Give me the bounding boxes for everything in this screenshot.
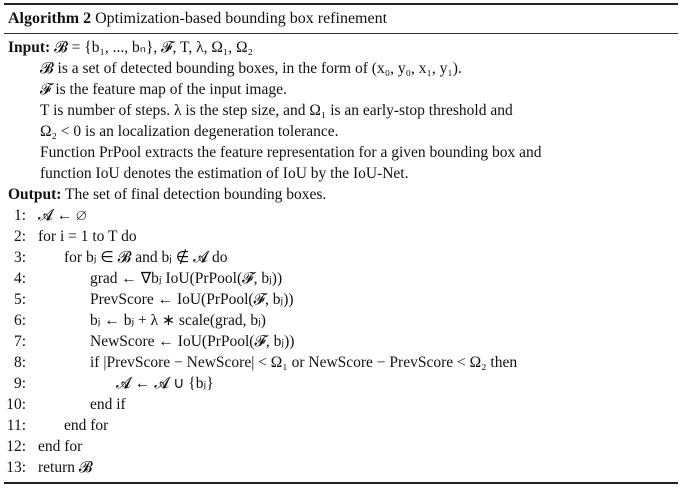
- step-number: 6:: [13, 312, 26, 329]
- step-text: end for: [64, 417, 109, 434]
- step-text: grad ← ∇bⱼ IoU(PrPool(𝓕, bⱼ)): [90, 270, 283, 287]
- bottom-rule: [4, 482, 678, 484]
- step-text: for bⱼ ∈ 𝓑 and bⱼ ∉ 𝓐 do: [64, 249, 228, 266]
- input-description-2: 𝓕 is the feature map of the input image.: [40, 81, 287, 98]
- step-number: 9:: [13, 375, 26, 392]
- step-number: 7:: [13, 333, 26, 350]
- step-number: 4:: [13, 270, 26, 287]
- title-rule: [4, 33, 678, 34]
- step-number: 13:: [6, 459, 26, 476]
- step-number: 10:: [6, 396, 26, 413]
- algorithm-box: [4, 3, 678, 484]
- input-description-1: 𝓑 is a set of detected bounding boxes, in the form of (x₀, y₀, x₁, y₁).: [40, 60, 462, 77]
- step-text: for i = 1 to T do: [38, 228, 137, 245]
- output-text: The set of final detection bounding boxes.: [65, 186, 327, 203]
- top-rule: [4, 3, 678, 5]
- step-number: 3:: [13, 249, 26, 266]
- step-text: PrevScore ← IoU(PrPool(𝓕, bⱼ)): [90, 291, 294, 308]
- step-number: 11:: [6, 417, 26, 434]
- input-signature: 𝓑 = {b₁, ..., bₙ}, 𝓕, T, λ, Ω₁, Ω₂: [54, 39, 253, 56]
- output-keyword: Output:: [8, 186, 62, 203]
- step-number: 5:: [13, 291, 26, 308]
- step-number: 1:: [13, 207, 26, 224]
- input-description-3: T is number of steps. λ is the step size, and Ω₁ is an early-stop threshold and: [40, 102, 513, 119]
- algorithm-label: Algorithm 2: [8, 10, 92, 27]
- step-text: return 𝓑: [38, 459, 93, 476]
- algorithm-name: Optimization-based bounding box refinement: [95, 10, 388, 27]
- step-text: 𝓐 ← ∅: [38, 207, 87, 224]
- input-keyword: Input:: [8, 39, 51, 56]
- input-description-5: Function PrPool extracts the feature representation for a given bounding box and: [40, 144, 542, 161]
- input-description-6: function IoU denotes the estimation of IoU by the IoU-Net.: [40, 165, 409, 182]
- output-line: [8, 185, 326, 205]
- step-text: end if: [90, 396, 126, 413]
- input-line: [8, 38, 253, 58]
- step-text: NewScore ← IoU(PrPool(𝓕, bⱼ)): [90, 333, 295, 350]
- step-text: if |PrevScore − NewScore| < Ω₁ or NewScore − PrevScore < Ω₂ then: [90, 354, 518, 371]
- algorithm-title: [8, 9, 387, 29]
- step-number: 12:: [6, 438, 26, 455]
- step-number: 8:: [13, 354, 26, 371]
- input-description-4: Ω₂ < 0 is an localization degeneration tolerance.: [40, 123, 339, 140]
- step-number: 2:: [13, 228, 26, 245]
- step-text: 𝓐 ← 𝓐 ∪ {bⱼ}: [116, 375, 214, 392]
- step-text: end for: [38, 438, 83, 455]
- step-text: bⱼ ← bⱼ + λ ∗ scale(grad, bⱼ): [90, 312, 266, 329]
